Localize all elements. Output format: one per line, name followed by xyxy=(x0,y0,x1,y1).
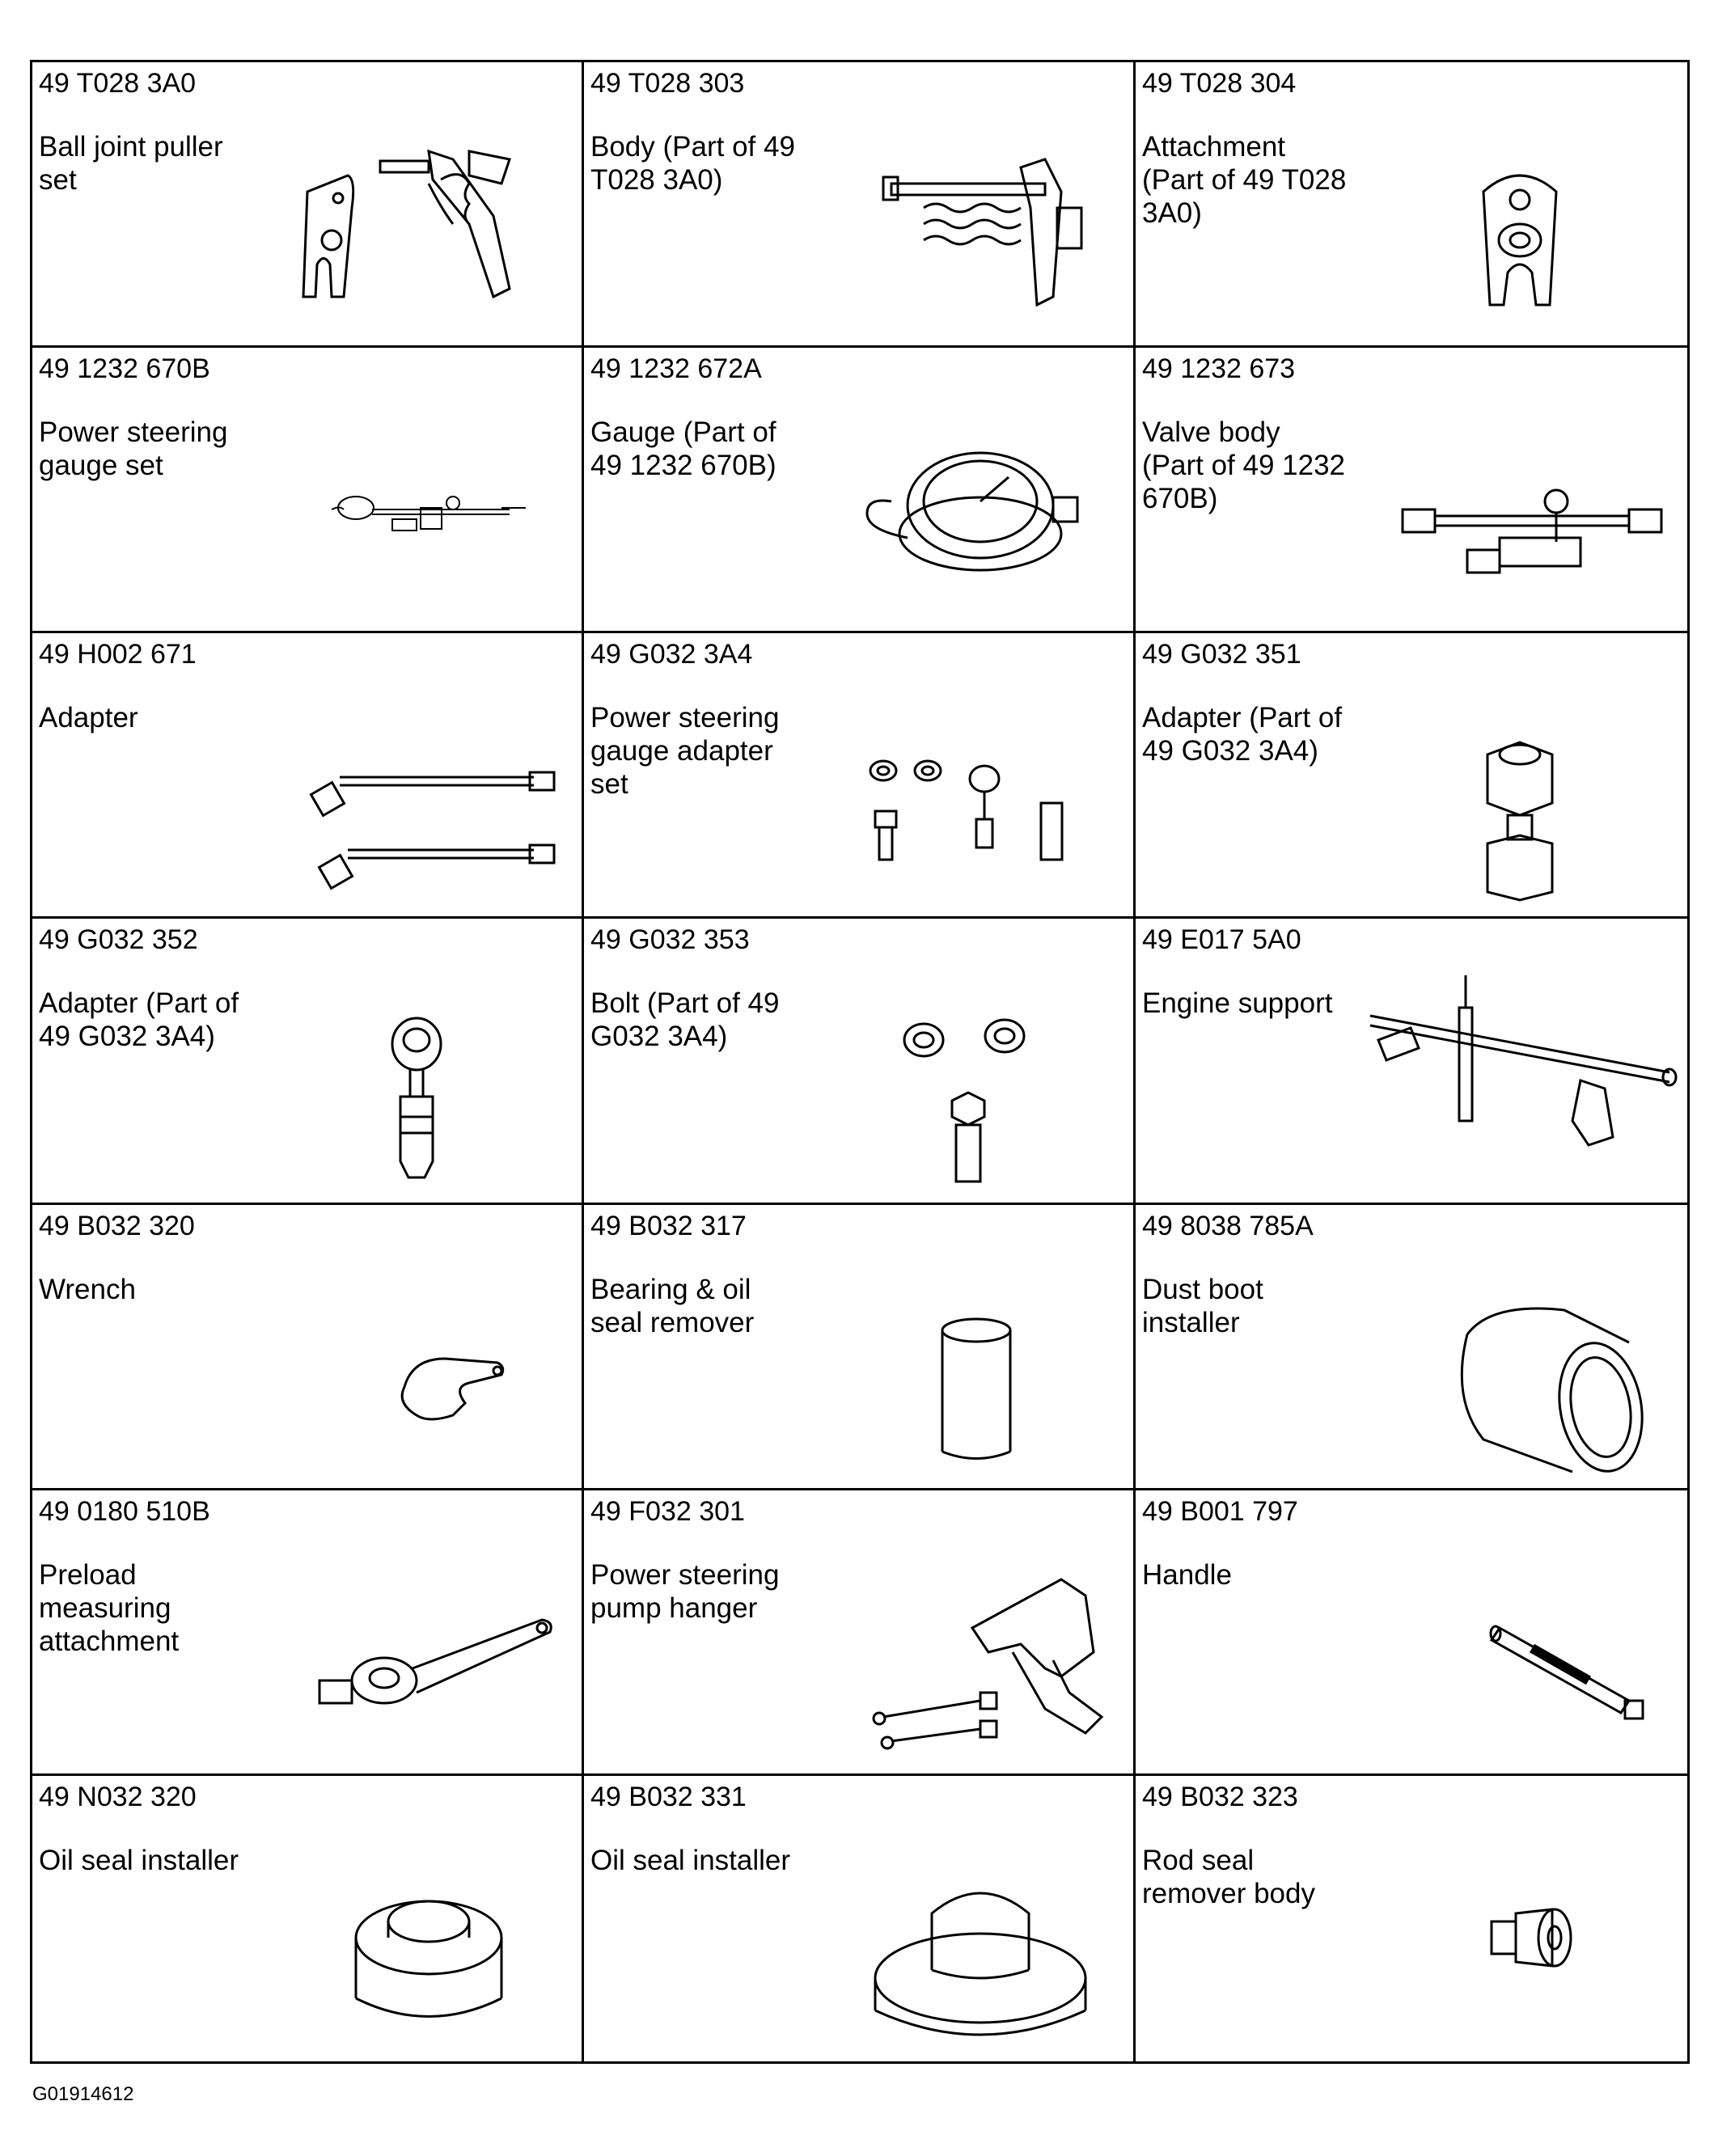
tool-description: Engine support xyxy=(1142,987,1333,1020)
tool-description: Power steering gauge set xyxy=(39,416,228,482)
tool-cell xyxy=(1136,1490,1687,1776)
tool-cell xyxy=(584,919,1136,1204)
tool-cell xyxy=(1136,1776,1687,2061)
tool-description: Rod seal remover body xyxy=(1142,1844,1315,1909)
gauge-set-icon xyxy=(267,388,566,631)
engine-support-icon xyxy=(1362,959,1678,1202)
tool-description: Bearing & oil seal remover xyxy=(590,1273,755,1338)
tool-cell xyxy=(1136,919,1687,1204)
tool-description: Preload measuring attachment xyxy=(39,1558,180,1657)
valve-body-icon xyxy=(1370,388,1669,631)
tool-description: Adapter xyxy=(39,702,138,734)
tool-description: Oil seal installer xyxy=(590,1844,791,1876)
preload-attachment-icon xyxy=(267,1531,566,1773)
part-number: 49 B032 331 xyxy=(590,1781,747,1812)
tool-description: Oil seal installer xyxy=(39,1844,239,1876)
figure-id: G01914612 xyxy=(32,2083,134,2105)
tool-description: Ball joint puller set xyxy=(39,131,223,196)
tool-description: Wrench xyxy=(39,1273,136,1305)
tool-description: Power steering gauge adapter set xyxy=(590,702,780,801)
part-number: 49 0180 510B xyxy=(39,1495,210,1527)
tool-description: Adapter (Part of 49 G032 3A4) xyxy=(39,987,239,1053)
part-number: 49 E017 5A0 xyxy=(1142,924,1301,956)
tool-description: Dust boot installer xyxy=(1142,1273,1263,1338)
tool-description: Power steering pump hanger xyxy=(590,1558,780,1624)
dust-boot-installer-icon xyxy=(1370,1245,1669,1488)
tool-cell xyxy=(584,1490,1136,1776)
tool-cell xyxy=(584,62,1136,348)
hose-adapter-icon xyxy=(267,674,566,916)
tool-description: Body (Part of 49 T028 3A0) xyxy=(590,131,795,196)
part-number: 49 1232 672A xyxy=(590,353,762,385)
tool-cell xyxy=(584,633,1136,919)
pump-hanger-icon xyxy=(819,1531,1118,1773)
part-number: 49 G032 352 xyxy=(39,924,198,956)
hex-adapter-icon xyxy=(1370,674,1669,916)
tool-description: Adapter (Part of 49 G032 3A4) xyxy=(1142,702,1343,767)
part-number: 49 B032 320 xyxy=(39,1210,195,1241)
wrench-icon xyxy=(267,1245,566,1488)
tool-cell xyxy=(32,348,584,633)
part-number: 49 T028 303 xyxy=(590,68,745,99)
part-number: 49 G032 3A4 xyxy=(590,639,753,670)
part-number: 49 B032 323 xyxy=(1142,1781,1298,1812)
part-number: 49 T028 3A0 xyxy=(39,68,197,99)
tool-description: Gauge (Part of 49 1232 670B) xyxy=(590,416,776,482)
tool-cell xyxy=(1136,62,1687,348)
tool-description: Handle xyxy=(1142,1558,1232,1591)
special-tools-table xyxy=(30,60,1690,2064)
part-number: 49 T028 304 xyxy=(1142,68,1297,99)
tool-cell xyxy=(32,1490,584,1776)
part-number: 49 N032 320 xyxy=(39,1781,197,1812)
ball-joint-puller-set-icon xyxy=(267,103,566,345)
part-number: 49 1232 670B xyxy=(39,353,210,385)
pressure-gauge-icon xyxy=(819,388,1118,631)
part-number: 49 8038 785A xyxy=(1142,1210,1314,1241)
part-number: 49 F032 301 xyxy=(590,1495,745,1527)
banjo-adapter-icon xyxy=(267,959,566,1202)
part-number: 49 G032 351 xyxy=(1142,639,1301,670)
part-number: 49 B001 797 xyxy=(1142,1495,1298,1527)
gauge-adapter-set-icon xyxy=(819,674,1118,916)
tool-cell xyxy=(584,1205,1136,1490)
part-number: 49 H002 671 xyxy=(39,639,197,670)
tool-description: Bolt (Part of 49 G032 3A4) xyxy=(590,987,780,1053)
cylinder-remover-icon xyxy=(819,1245,1118,1488)
oil-seal-installer-large-icon xyxy=(819,1816,1118,2059)
rod-seal-remover-icon xyxy=(1370,1816,1669,2059)
tool-cell xyxy=(32,1205,584,1490)
tool-cell xyxy=(32,1776,584,2061)
tool-cell xyxy=(1136,633,1687,919)
tool-cell xyxy=(32,62,584,348)
puller-body-icon xyxy=(819,103,1118,345)
tool-description: Valve body (Part of 49 1232 670B) xyxy=(1142,416,1345,515)
tool-cell xyxy=(1136,1205,1687,1490)
tool-cell xyxy=(32,919,584,1204)
part-number: 49 G032 353 xyxy=(590,924,750,956)
tool-cell xyxy=(584,1776,1136,2061)
puller-attachment-icon xyxy=(1370,103,1669,345)
tool-description: Attachment (Part of 49 T028 3A0) xyxy=(1142,131,1347,229)
tool-cell xyxy=(584,348,1136,633)
banjo-bolt-icon xyxy=(819,959,1118,1202)
part-number: 49 1232 673 xyxy=(1142,353,1296,385)
handle-icon xyxy=(1370,1531,1669,1773)
oil-seal-installer-icon xyxy=(267,1816,566,2059)
part-number: 49 B032 317 xyxy=(590,1210,747,1241)
tool-cell xyxy=(1136,348,1687,633)
tool-cell xyxy=(32,633,584,919)
